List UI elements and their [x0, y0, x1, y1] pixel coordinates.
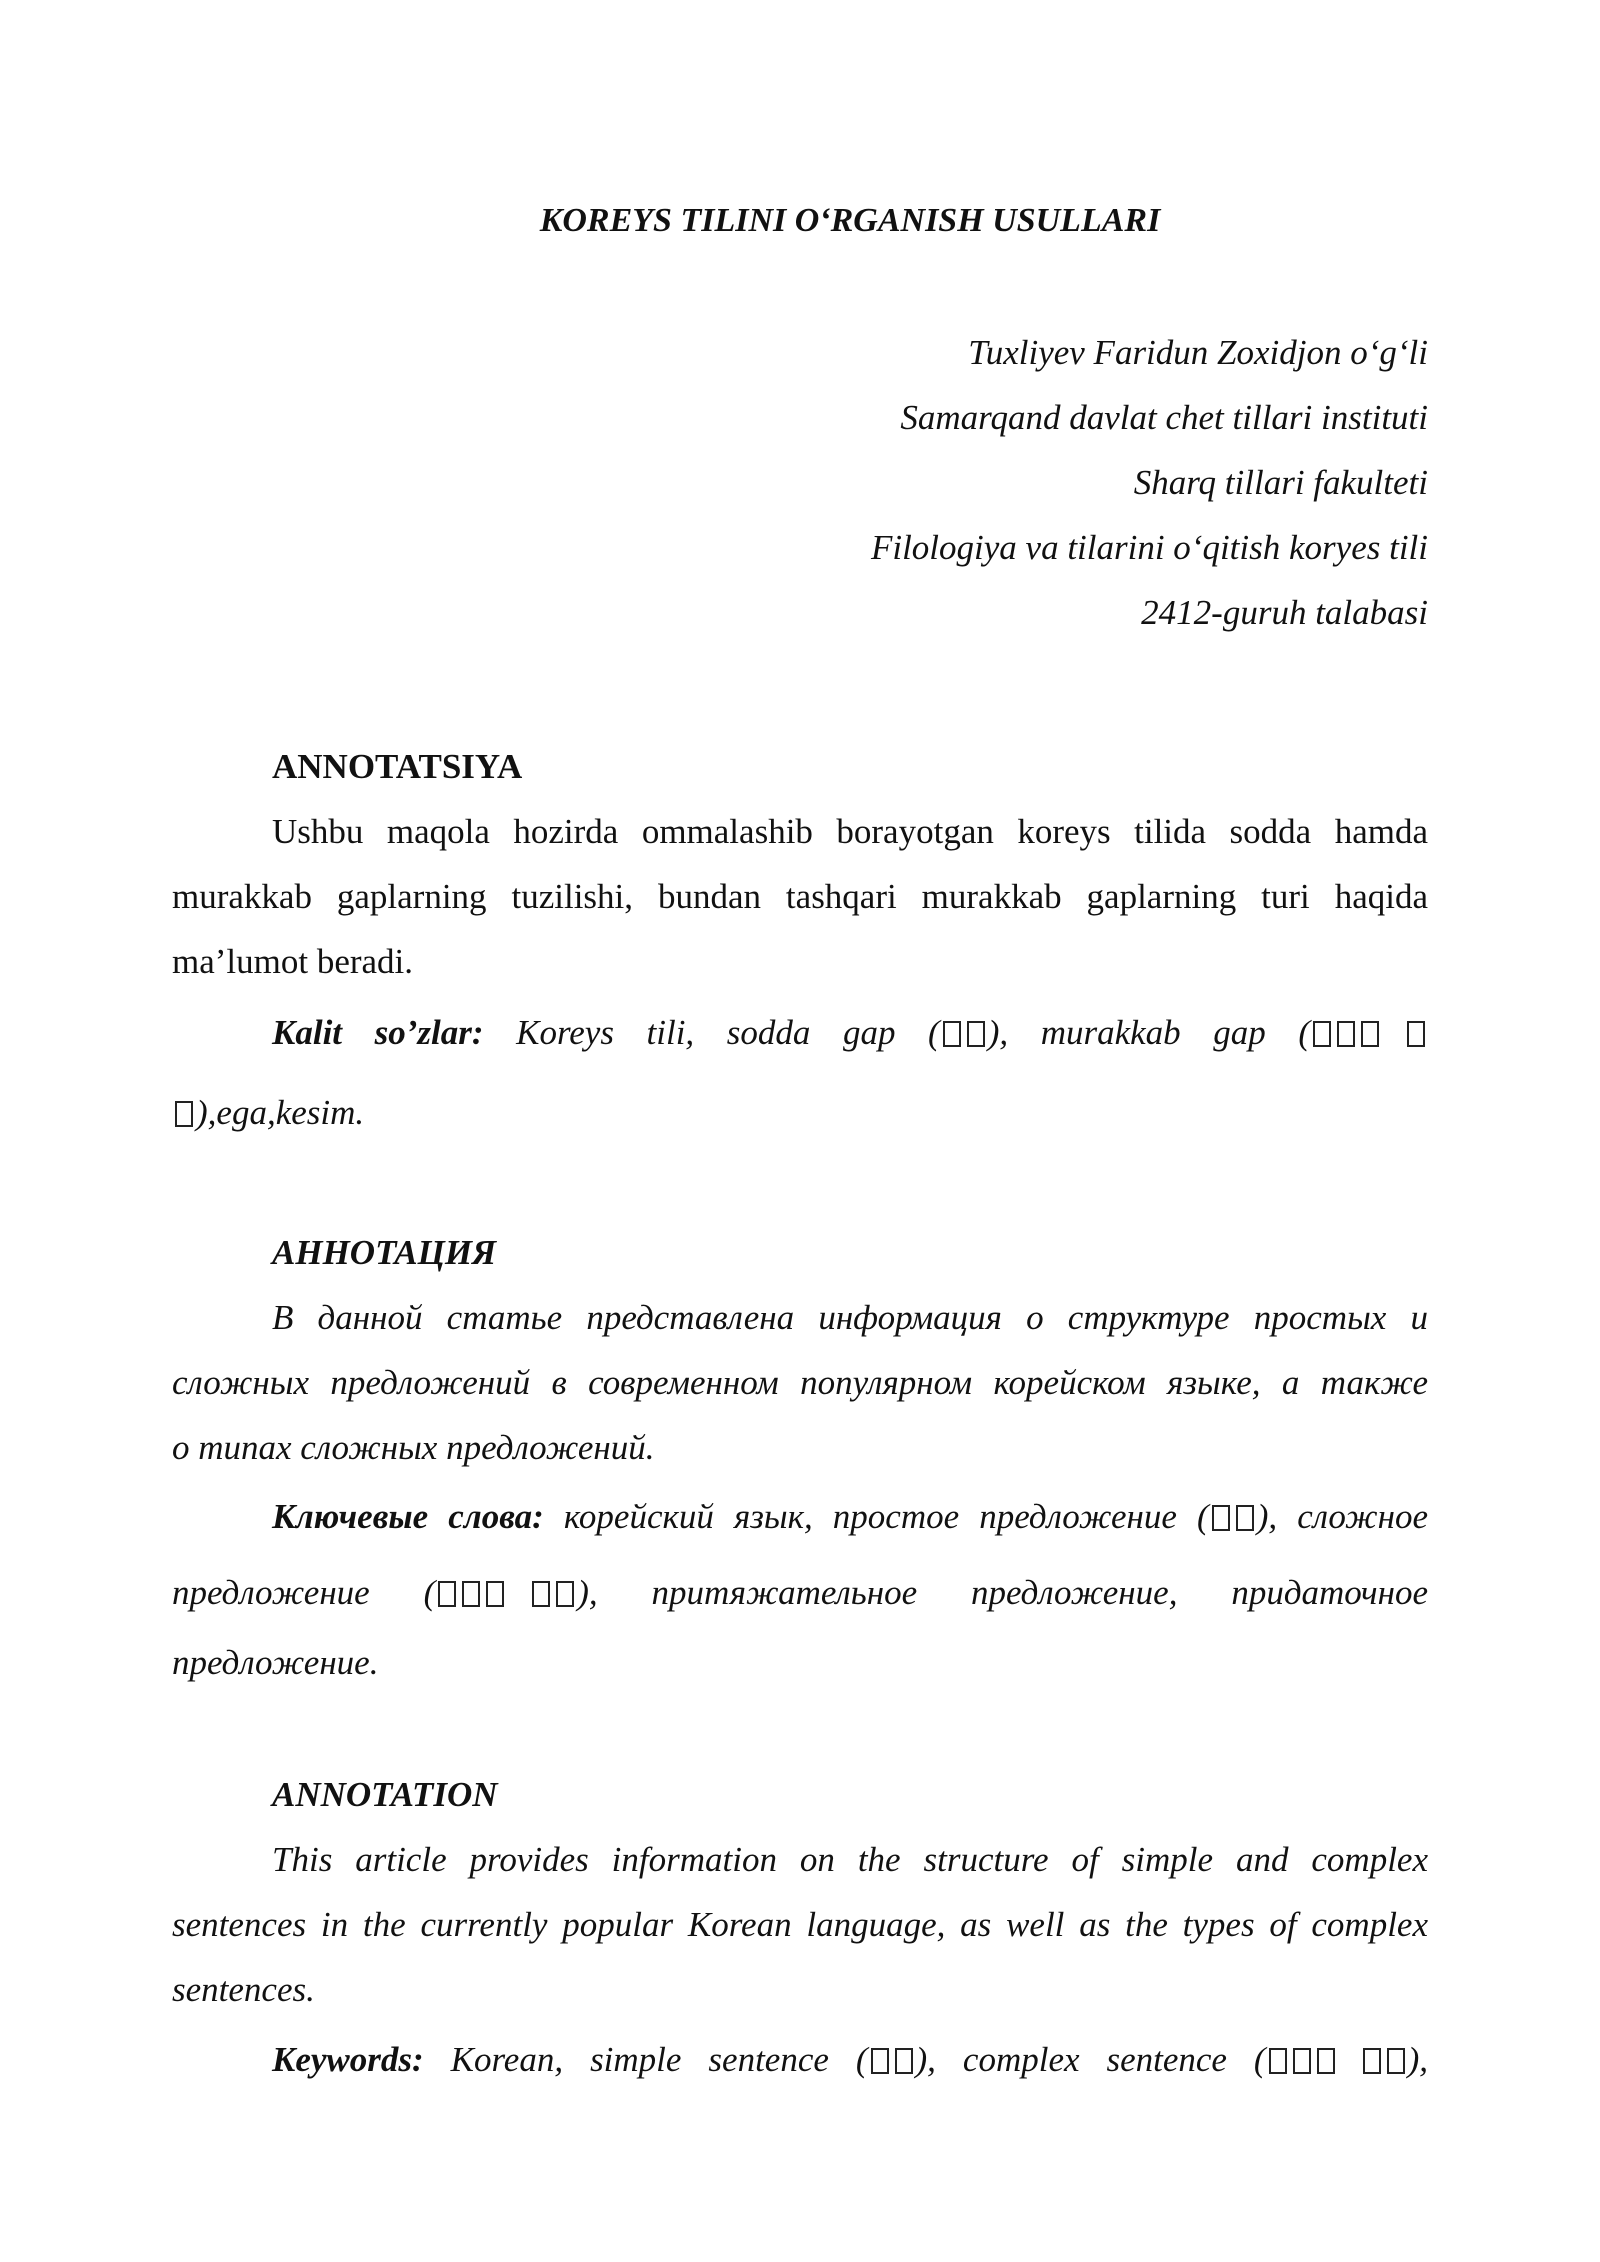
uz-annotation-line: ma’lumot beradi. [172, 942, 414, 981]
missing-glyph-icon [1269, 2048, 1287, 2074]
en-keywords-line [272, 2040, 1428, 2080]
missing-glyph-icon [556, 1581, 574, 1607]
missing-glyph-icon [175, 1101, 193, 1127]
en-keywords-text: Korean, simple sentence ( [450, 2040, 868, 2079]
missing-glyph-icon [1361, 1021, 1379, 1047]
missing-glyph-icon [871, 2048, 889, 2074]
ru-keywords-line [172, 1573, 1428, 1613]
paper-title: KOREYS TILINI O‘RGANISH USULLARI [539, 202, 1161, 239]
ru-keywords-text: ), притяжательное предложение, придаточное [577, 1573, 1428, 1612]
en-keywords-text: ), complex sentence ( [915, 2040, 1266, 2079]
missing-glyph-icon [486, 1581, 504, 1607]
missing-glyph-icon [943, 1021, 961, 1047]
uz-keywords-text: Koreys tili, sodda gap ( [516, 1013, 940, 1052]
missing-glyph-icon [1337, 1021, 1355, 1047]
ru-annotation-heading: АННОТАЦИЯ [272, 1233, 497, 1272]
missing-glyph-icon [1236, 1505, 1254, 1531]
missing-glyph-icon [1293, 2048, 1311, 2074]
uz-keywords-text: ),ega,kesim. [196, 1093, 365, 1132]
uz-annotation-heading: ANNOTATSIYA [272, 747, 523, 786]
author-group: 2412-guruh talabasi [1141, 593, 1428, 632]
ru-keywords-label: Ключевые слова: [272, 1497, 544, 1536]
uz-keywords-line [272, 1013, 1428, 1053]
author-department: Filologiya va tilarini o‘qitish koryes tili [870, 528, 1428, 567]
missing-glyph-icon [438, 1581, 456, 1607]
ru-keywords-line [272, 1497, 1428, 1537]
ru-annotation-line: сложных предложений в современном популярном корейском языке, а также [172, 1363, 1428, 1402]
uz-keywords-text: ), murakkab gap ( [987, 1013, 1311, 1052]
missing-glyph-icon [462, 1581, 480, 1607]
missing-glyph-icon [1407, 1021, 1425, 1047]
missing-glyph-icon [1313, 1021, 1331, 1047]
author-name: Tuxliyev Faridun Zoxidjon o‘g‘li [968, 333, 1428, 372]
en-annotation-line: This article provides information on the structure of simple and complex [272, 1840, 1428, 1879]
en-annotation-heading: ANNOTATION [272, 1775, 498, 1814]
missing-glyph-icon [1363, 2048, 1381, 2074]
uz-annotation-line: murakkab gaplarning tuzilishi, bundan tashqari murakkab gaplarning turi haqida [172, 877, 1428, 916]
ru-keywords-line: предложение. [172, 1643, 379, 1682]
missing-glyph-icon [967, 1021, 985, 1047]
missing-glyph-icon [895, 2048, 913, 2074]
missing-glyph-icon [532, 1581, 550, 1607]
en-keywords-label: Keywords: [272, 2040, 424, 2079]
uz-keywords-line [172, 1093, 364, 1133]
missing-glyph-icon [1387, 2048, 1405, 2074]
en-annotation-line: sentences. [172, 1970, 315, 2009]
author-institution: Samarqand davlat chet tillari instituti [900, 398, 1428, 437]
ru-keywords-text: предложение ( [172, 1573, 436, 1612]
ru-annotation-line: о типах сложных предложений. [172, 1428, 655, 1467]
ru-keywords-text: корейский язык, простое предложение ( [563, 1497, 1209, 1536]
ru-keywords-text: ), сложное [1256, 1497, 1429, 1536]
en-keywords-text: ), [1407, 2040, 1428, 2079]
uz-annotation-line: Ushbu maqola hozirda ommalashib borayotgan koreys tilida sodda hamda [272, 812, 1428, 851]
missing-glyph-icon [1317, 2048, 1335, 2074]
author-faculty: Sharq tillari fakulteti [1133, 463, 1428, 502]
uz-keywords-label: Kalit so’zlar: [272, 1013, 484, 1052]
missing-glyph-icon [1212, 1505, 1230, 1531]
ru-annotation-line: В данной статье представлена информация о структуре простых и [272, 1298, 1428, 1337]
en-annotation-line: sentences in the currently popular Korean language, as well as the types of complex [172, 1905, 1428, 1944]
